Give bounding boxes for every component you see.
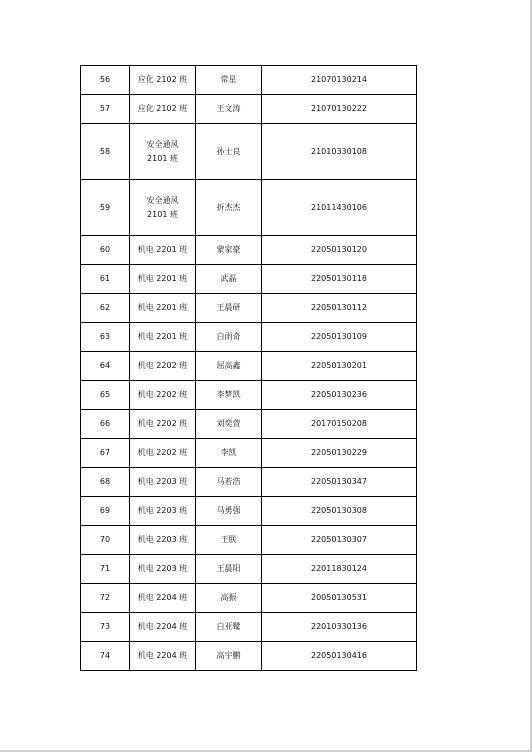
student-id-cell: 22050130118	[262, 265, 417, 294]
name-cell: 王晨阳	[196, 555, 262, 584]
name-cell: 李梦凯	[196, 381, 262, 410]
class-cell: 机电 2201 班	[130, 236, 196, 265]
class-cell: 机电 2203 班	[130, 555, 196, 584]
class-line: 2101 班	[147, 153, 178, 163]
student-id-cell: 21010330108	[262, 124, 417, 180]
name-cell: 马若浩	[196, 468, 262, 497]
class-cell: 机电 2204 班	[130, 584, 196, 613]
student-id-cell: 21070130222	[262, 95, 417, 124]
class-line: 安全通风	[146, 139, 179, 149]
student-id-cell: 22050130347	[262, 468, 417, 497]
name-cell: 李凯	[196, 439, 262, 468]
row-number: 65	[81, 381, 130, 410]
row-number: 67	[81, 439, 130, 468]
student-id-cell: 20050130531	[262, 584, 417, 613]
table-row	[81, 66, 417, 95]
student-id-cell: 22050130416	[262, 642, 417, 671]
student-id-cell: 22050130308	[262, 497, 417, 526]
class-cell	[130, 180, 196, 236]
name-cell: 刘奕萱	[196, 410, 262, 439]
table-row	[81, 468, 417, 497]
class-line: 安全通风	[146, 195, 179, 205]
class-cell: 机电 2202 班	[130, 381, 196, 410]
class-cell: 机电 2203 班	[130, 468, 196, 497]
name-cell: 蒙家豪	[196, 236, 262, 265]
class-cell: 机电 2201 班	[130, 265, 196, 294]
table-row	[81, 294, 417, 323]
name-cell: 屈高鑫	[196, 352, 262, 381]
name-cell: 马勇强	[196, 497, 262, 526]
name-cell: 武磊	[196, 265, 262, 294]
class-cell: 机电 2202 班	[130, 439, 196, 468]
name-cell: 折杰杰	[196, 180, 262, 236]
student-id-cell: 21070130214	[262, 66, 417, 95]
table-row	[81, 613, 417, 642]
table-row	[81, 236, 417, 265]
table-row	[81, 584, 417, 613]
row-number: 63	[81, 323, 130, 352]
table-row	[81, 381, 417, 410]
class-cell: 机电 2203 班	[130, 526, 196, 555]
name-cell: 王朕	[196, 526, 262, 555]
table-row	[81, 95, 417, 124]
class-cell: 机电 2203 班	[130, 497, 196, 526]
class-cell: 机电 2201 班	[130, 323, 196, 352]
table-row	[81, 352, 417, 381]
row-number: 69	[81, 497, 130, 526]
row-number: 66	[81, 410, 130, 439]
student-id-cell: 22050130109	[262, 323, 417, 352]
table-row	[81, 642, 417, 671]
student-id-cell: 22011830124	[262, 555, 417, 584]
table-row	[81, 265, 417, 294]
class-cell: 机电 2204 班	[130, 642, 196, 671]
name-cell: 孙士良	[196, 124, 262, 180]
name-cell: 白雨奇	[196, 323, 262, 352]
table-row	[81, 410, 417, 439]
row-number: 72	[81, 584, 130, 613]
table-row	[81, 497, 417, 526]
student-id-cell: 21011430106	[262, 180, 417, 236]
class-cell: 应化 2102 班	[130, 66, 196, 95]
row-number: 59	[81, 180, 130, 236]
row-number: 73	[81, 613, 130, 642]
student-id-cell: 22050130120	[262, 236, 417, 265]
table-row	[81, 555, 417, 584]
row-number: 60	[81, 236, 130, 265]
table-row	[81, 439, 417, 468]
row-number: 64	[81, 352, 130, 381]
student-id-cell: 22010330136	[262, 613, 417, 642]
class-cell	[130, 124, 196, 180]
name-cell: 高宇鹏	[196, 642, 262, 671]
row-number: 70	[81, 526, 130, 555]
student-id-cell: 20170150208	[262, 410, 417, 439]
table-row	[81, 323, 417, 352]
name-cell: 高振	[196, 584, 262, 613]
name-cell: 白亚鹭	[196, 613, 262, 642]
row-number: 71	[81, 555, 130, 584]
name-cell: 王晨研	[196, 294, 262, 323]
row-number: 57	[81, 95, 130, 124]
student-id-cell: 22050130229	[262, 439, 417, 468]
class-cell: 应化 2102 班	[130, 95, 196, 124]
student-roster-table	[80, 65, 417, 671]
name-cell: 王文涛	[196, 95, 262, 124]
class-cell: 机电 2202 班	[130, 352, 196, 381]
class-cell: 机电 2201 班	[130, 294, 196, 323]
row-number: 68	[81, 468, 130, 497]
class-line: 2101 班	[147, 209, 178, 219]
table-row	[81, 180, 417, 236]
student-id-cell: 22050130201	[262, 352, 417, 381]
name-cell: 常星	[196, 66, 262, 95]
table-row	[81, 526, 417, 555]
student-id-cell: 22050130236	[262, 381, 417, 410]
table-row	[81, 124, 417, 180]
row-number: 56	[81, 66, 130, 95]
row-number: 74	[81, 642, 130, 671]
student-id-cell: 22050130112	[262, 294, 417, 323]
row-number: 58	[81, 124, 130, 180]
class-cell: 机电 2202 班	[130, 410, 196, 439]
class-cell: 机电 2204 班	[130, 613, 196, 642]
student-id-cell: 22050130307	[262, 526, 417, 555]
row-number: 62	[81, 294, 130, 323]
row-number: 61	[81, 265, 130, 294]
